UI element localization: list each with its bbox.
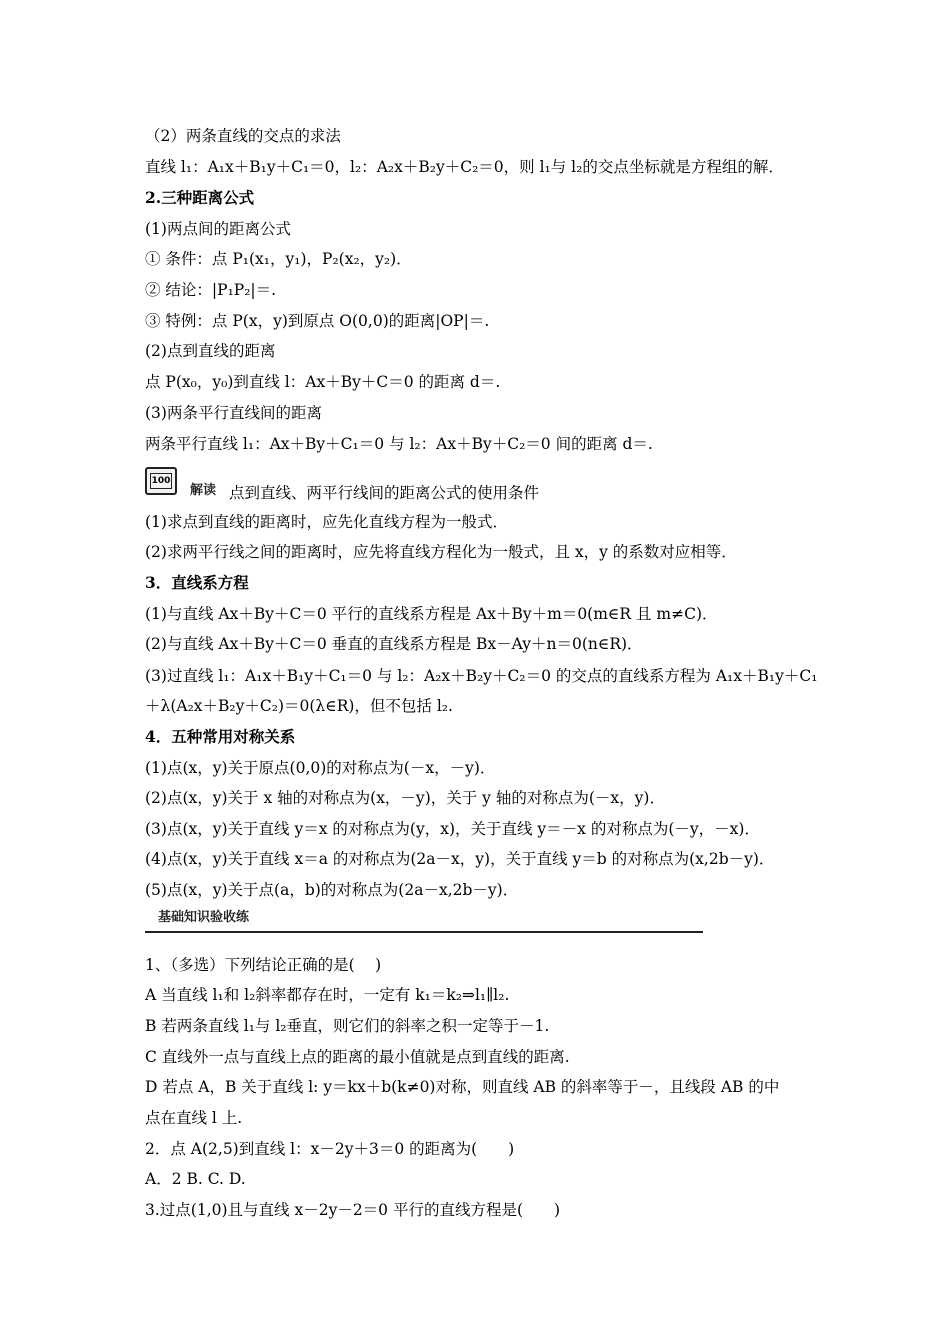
- text-line: (2)求两平行线之间的距离时，应先将直线方程化为一般式，且 x，y 的系数对应相等．: [145, 543, 737, 561]
- question-3: 3.过点(1,0)且与直线 x－2y－2＝0 平行的直线方程是( ): [145, 1201, 561, 1219]
- text-line: (5)点(x，y)关于点(a，b)的对称点为(2a－x,2b－y)．: [145, 881, 519, 899]
- text-line: (1)两点间的距离公式: [145, 220, 291, 238]
- badge-label: 解读: [190, 483, 217, 498]
- text-line: ＋λ(A₂x＋B₂y＋C₂)＝0(λ∈R)，但不包括 l₂.: [145, 697, 453, 715]
- heading-symmetry: 4．五种常用对称关系: [145, 727, 296, 746]
- option-d-continued: 点在直线 l 上.: [145, 1109, 243, 1127]
- text-line: (1)点(x，y)关于原点(0,0)的对称点为(－x，－y)．: [145, 759, 496, 777]
- question-1: 1、（多选）下列结论正确的是( ): [145, 956, 382, 974]
- option-c: C 直线外一点与直线上点的距离的最小值就是点到直线的距离.: [145, 1048, 570, 1066]
- text-line: (3)两条平行直线间的距离: [145, 404, 322, 422]
- heading-distance-formulas: 2.三种距离公式: [145, 188, 255, 207]
- text-line: ① 条件：点 P₁(x₁，y₁)，P₂(x₂，y₂)．: [145, 250, 412, 268]
- text-line: (3)过直线 l₁：A₁x＋B₁y＋C₁＝0 与 l₂：A₂x＋B₂y＋C₂＝0 的交点的直线系方程为 A₁x＋B₁y＋C₁: [145, 667, 818, 685]
- text-line: (1)与直线 Ax＋By＋C＝0 平行的直线系方程是 Ax＋By＋m＝0(m∈R 且 m≠C)．: [145, 605, 718, 623]
- text-line: (1)求点到直线的距离时，应先化直线方程为一般式．: [145, 513, 508, 531]
- badge-number: 100: [150, 473, 172, 489]
- text-line: (2)与直线 Ax＋By＋C＝0 垂直的直线系方程是 Bx－Ay＋n＝0(n∈R)．: [145, 635, 643, 653]
- option-b: B 若两条直线 l₁与 l₂垂直，则它们的斜率之积一定等于－1.: [145, 1017, 550, 1035]
- text-line: (2)点(x，y)关于 x 轴的对称点为(x，－y)，关于 y 轴的对称点为(－x，y)．: [145, 789, 665, 807]
- score-100-icon: [145, 467, 177, 495]
- heading-line-family: 3．直线系方程: [145, 573, 249, 592]
- question-2-options: A．2 B. C. D.: [145, 1170, 246, 1188]
- question-2: 2．点 A(2,5)到直线 l：x－2y＋3＝0 的距离为( ): [145, 1140, 515, 1158]
- text-line: 点到直线、两平行线间的距离公式的使用条件: [229, 484, 540, 502]
- text-line: 两条平行直线 l₁：Ax＋By＋C₁＝0 与 l₂：Ax＋By＋C₂＝0 间的距离 d＝.: [145, 435, 653, 453]
- text-line: (2)点到直线的距离: [145, 342, 276, 360]
- subheading-intersection: （2）两条直线的交点的求法: [145, 127, 341, 145]
- text-line: (4)点(x，y)关于直线 x＝a 的对称点为(2a－x，y)，关于直线 y＝b 的对称点为(x,2b－y)．: [145, 850, 775, 868]
- section-divider: [145, 931, 703, 933]
- text-line: 直线 l₁：A₁x＋B₁y＋C₁＝0，l₂：A₂x＋B₂y＋C₂＝0，则 l₁与 l₂的交点坐标就是方程组的解．: [145, 158, 784, 176]
- option-d: D 若点 A，B 关于直线 l: y＝kx＋b(k≠0)对称，则直线 AB 的斜率等于－，且线段 AB 的中: [145, 1078, 780, 1096]
- text-line: (3)点(x，y)关于直线 y＝x 的对称点为(y，x)，关于直线 y＝－x 的对称点为(－y，－x)．: [145, 820, 760, 838]
- section-title: 基础知识验收练: [158, 910, 250, 925]
- text-line: ③ 特例：点 P(x，y)到原点 O(0,0)的距离|OP|＝.: [145, 312, 490, 330]
- option-a: A 当直线 l₁和 l₂斜率都存在时，一定有 k₁＝k₂⇒l₁∥l₂.: [145, 986, 510, 1004]
- text-line: 点 P(x₀，y₀)到直线 l：Ax＋By＋C＝0 的距离 d＝.: [145, 373, 501, 391]
- text-line: ② 结论：|P₁P₂|＝.: [145, 281, 277, 299]
